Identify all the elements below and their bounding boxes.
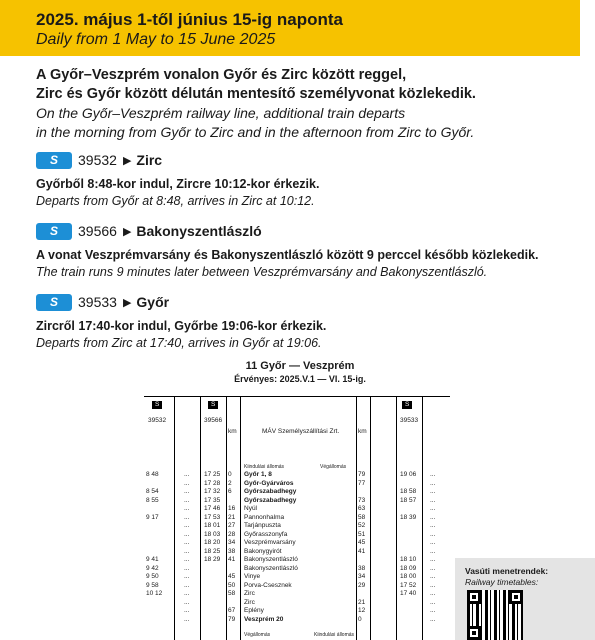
dots: ... — [184, 513, 190, 521]
time-39532: 9 58 — [146, 581, 159, 589]
dots: ... — [430, 573, 436, 580]
dots: ... — [184, 505, 190, 512]
end-label: Végállomás — [320, 464, 347, 470]
time-39532: 9 17 — [146, 513, 159, 521]
train-destination: Bakonyszentlászló — [136, 223, 262, 239]
timetable-title: 11 Győr — Veszprém — [245, 360, 355, 372]
station-name: Veszprém 20 — [244, 615, 284, 623]
dots: ... — [430, 590, 436, 597]
dots: ... — [184, 607, 190, 614]
date-banner — [0, 0, 580, 56]
intro-en-line2: in the morning from Győr to Zirc and in the afternoon from Zirc to Győr. — [36, 124, 475, 140]
time-39532: 10 12 — [146, 590, 163, 597]
km-value-right: 58 — [358, 513, 366, 521]
dots: ... — [430, 556, 436, 563]
dots: ... — [430, 522, 436, 529]
time-39532: 9 50 — [146, 573, 159, 580]
s-train-icon: S — [152, 401, 162, 409]
km-value: 38 — [228, 547, 236, 555]
qr-code-icon[interactable] — [467, 590, 523, 640]
station-name: Vinye — [244, 573, 261, 580]
station-name: Nyúl — [244, 505, 258, 512]
time-39532: 9 41 — [146, 556, 159, 563]
footer-end-label: Végállomás — [244, 632, 271, 638]
km-value: 16 — [228, 505, 236, 512]
km-value: 41 — [228, 556, 236, 563]
km-value: 0 — [228, 471, 232, 478]
dots: ... — [184, 615, 190, 623]
time-39566: 18 20 — [204, 539, 221, 546]
station-name: Bakonygyirót — [244, 547, 282, 555]
time-39566: 18 01 — [204, 522, 221, 529]
column-divider — [370, 397, 371, 640]
km-value: 6 — [228, 488, 232, 495]
time-39566: 17 46 — [204, 505, 221, 512]
timetable — [144, 396, 450, 640]
time-39533: 18 58 — [400, 488, 417, 495]
km-value-right: 77 — [358, 479, 366, 487]
km-value: 21 — [228, 513, 236, 521]
dots: ... — [430, 530, 436, 538]
time-39533: 18 39 — [400, 513, 417, 521]
s-train-icon: S — [36, 152, 72, 169]
dots: ... — [430, 513, 436, 521]
dots: ... — [184, 522, 190, 529]
train-info-hu: Zircről 17:40-kor indul, Győrbe 19:06-kor érkezik. — [36, 319, 327, 333]
dots: ... — [430, 547, 436, 555]
km-header-right: km — [358, 428, 367, 435]
km-value-right: 52 — [358, 522, 366, 529]
train-destination: Zirc — [136, 152, 163, 168]
dots: ... — [184, 530, 190, 538]
km-value-right: 0 — [358, 615, 362, 623]
dots: ... — [430, 607, 436, 614]
dots: ... — [184, 573, 190, 580]
dots: ... — [430, 598, 436, 606]
km-header: km — [228, 428, 237, 435]
dots: ... — [184, 564, 190, 572]
time-39566: 17 35 — [204, 496, 221, 504]
time-39533: 18 00 — [400, 573, 417, 580]
train-block-39566 — [36, 221, 586, 281]
km-value: 28 — [228, 530, 236, 538]
km-value-right: 12 — [358, 607, 366, 614]
time-39532: 8 55 — [146, 496, 159, 504]
column-divider — [356, 397, 357, 640]
station-name: Porva-Csesznek — [244, 581, 292, 589]
train-number: 39532 — [78, 152, 117, 168]
km-value: 45 — [228, 573, 236, 580]
station-name: Győrszabadhegy — [244, 488, 297, 495]
km-value-right: 45 — [358, 539, 366, 546]
s-train-icon: S — [36, 223, 72, 240]
km-value: 27 — [228, 522, 236, 529]
station-name: Bakonyszentlászló — [244, 556, 298, 563]
footer-start-label: Kiindulási állomás — [314, 632, 355, 638]
station-name: Tarjánpuszta — [244, 522, 281, 529]
dots: ... — [184, 471, 190, 478]
banner-title-hu: 2025. május 1-től június 15-ig naponta — [36, 10, 344, 29]
dots: ... — [184, 479, 190, 487]
column-divider — [226, 397, 227, 640]
s-train-icon: S — [208, 401, 218, 409]
station-name: Győr 1, 8 — [244, 471, 272, 478]
time-39532: 9 42 — [146, 564, 159, 572]
time-39533: 18 10 — [400, 556, 417, 563]
station-name: Zirc — [244, 598, 255, 606]
dots: ... — [430, 581, 436, 589]
s-train-icon: S — [36, 294, 72, 311]
km-value: 2 — [228, 479, 232, 487]
km-value-right: 41 — [358, 547, 366, 555]
time-39533: 17 40 — [400, 590, 417, 597]
station-name: Zirc — [244, 590, 255, 597]
train-info-en: The train runs 9 minutes later between Veszprémvarsány and Bakonyszentlászló. — [36, 265, 488, 279]
dots: ... — [430, 564, 436, 572]
time-39532: 8 48 — [146, 471, 159, 478]
train-number: 39533 — [78, 294, 117, 310]
qr-label-en: Railway timetables: — [465, 577, 539, 587]
dots: ... — [184, 539, 190, 546]
km-value: 50 — [228, 581, 236, 589]
station-name: Bakonyszentlászló — [244, 564, 298, 572]
train-info-en: Departs from Zirc at 17:40, arrives in Győr at 19:06. — [36, 336, 322, 350]
dots: ... — [430, 471, 436, 478]
time-39566: 17 28 — [204, 479, 221, 487]
dots: ... — [184, 556, 190, 563]
start-label: Kiindulási állomás — [244, 464, 285, 470]
column-divider — [240, 397, 241, 640]
km-value: 79 — [228, 615, 236, 623]
station-name: Veszprémvarsány — [244, 539, 296, 546]
train-info-hu: A vonat Veszprémvarsány és Bakonyszentlászló között 9 perccel később közlekedik. — [36, 248, 539, 262]
dots: ... — [184, 590, 190, 597]
qr-label-hu: Vasúti menetrendek: — [465, 566, 549, 576]
time-39566: 18 29 — [204, 556, 221, 563]
dots: ... — [430, 479, 436, 487]
time-39533: 19 06 — [400, 471, 417, 478]
km-value-right: 29 — [358, 581, 366, 589]
s-train-icon: S — [402, 401, 412, 409]
timetable-title-block — [200, 360, 400, 385]
dots: ... — [430, 496, 436, 504]
time-39533: 18 09 — [400, 564, 417, 572]
train-number: 39566 — [78, 223, 117, 239]
km-value: 67 — [228, 607, 236, 614]
dots: ... — [184, 581, 190, 589]
dots: ... — [430, 488, 436, 495]
column-divider — [174, 397, 175, 640]
station-name: Győrasszonyfa — [244, 530, 288, 538]
station-name: Győrszabadhegy — [244, 496, 297, 504]
km-value-right: 34 — [358, 573, 366, 580]
train-block-39532 — [36, 150, 586, 210]
dots: ... — [430, 505, 436, 512]
train-number-right: 39533 — [400, 417, 419, 424]
time-39566: 18 03 — [204, 530, 221, 538]
train-info-hu: Győrből 8:48-kor indul, Zircre 10:12-kor érkezik. — [36, 177, 320, 191]
column-divider — [422, 397, 423, 640]
station-name: Pannonhalma — [244, 513, 285, 521]
column-divider — [200, 397, 201, 640]
dots: ... — [184, 496, 190, 504]
arrow-right-icon: ▶ — [122, 296, 132, 309]
banner-title-en: Daily from 1 May to 15 June 2025 — [36, 31, 276, 48]
time-39533: 17 52 — [400, 581, 417, 589]
arrow-right-icon: ▶ — [122, 154, 132, 167]
timetable-qr-box[interactable] — [455, 558, 595, 640]
km-value-right: 79 — [358, 471, 366, 478]
dots: ... — [184, 598, 190, 606]
dots: ... — [184, 547, 190, 555]
station-name: Eplény — [244, 607, 264, 614]
dots: ... — [430, 615, 436, 623]
km-value-right: 63 — [358, 505, 366, 512]
time-39566: 17 25 — [204, 471, 221, 478]
timetable-validity: Érvényes: 2025.V.1 — VI. 15-ig. — [234, 374, 366, 384]
time-39532: 8 54 — [146, 488, 159, 495]
km-value-right: 21 — [358, 598, 366, 606]
km-value: 34 — [228, 539, 236, 546]
dots: ... — [184, 488, 190, 495]
intro-hu-line1: A Győr–Veszprém vonalon Győr és Zirc között reggel, — [36, 67, 407, 83]
train-number-mid: 39566 — [204, 417, 223, 424]
column-divider — [396, 397, 397, 640]
train-block-39533 — [36, 292, 586, 352]
time-39566: 17 53 — [204, 513, 221, 521]
km-value-right: 38 — [358, 564, 366, 572]
train-number-left: 39532 — [148, 417, 167, 424]
intro-hu-line2: Zirc és Győr között délután mentesítő személyvonat közlekedik. — [36, 86, 476, 102]
operator-header: MÁV Személyszállítási Zrt. — [262, 428, 340, 435]
intro-text — [36, 66, 586, 142]
km-value-right: 73 — [358, 496, 366, 504]
dots: ... — [430, 539, 436, 546]
arrow-right-icon: ▶ — [122, 225, 132, 238]
train-info-en: Departs from Győr at 8:48, arrives in Zirc at 10:12. — [36, 194, 315, 208]
time-39533: 18 57 — [400, 496, 417, 504]
time-39566: 17 32 — [204, 488, 221, 495]
km-value: 58 — [228, 590, 236, 597]
time-39566: 18 25 — [204, 547, 221, 555]
intro-en-line1: On the Győr–Veszprém railway line, additional train departs — [36, 105, 406, 121]
station-name: Győr-Gyárváros — [244, 479, 294, 487]
train-destination: Győr — [136, 294, 170, 310]
km-value-right: 51 — [358, 530, 366, 538]
